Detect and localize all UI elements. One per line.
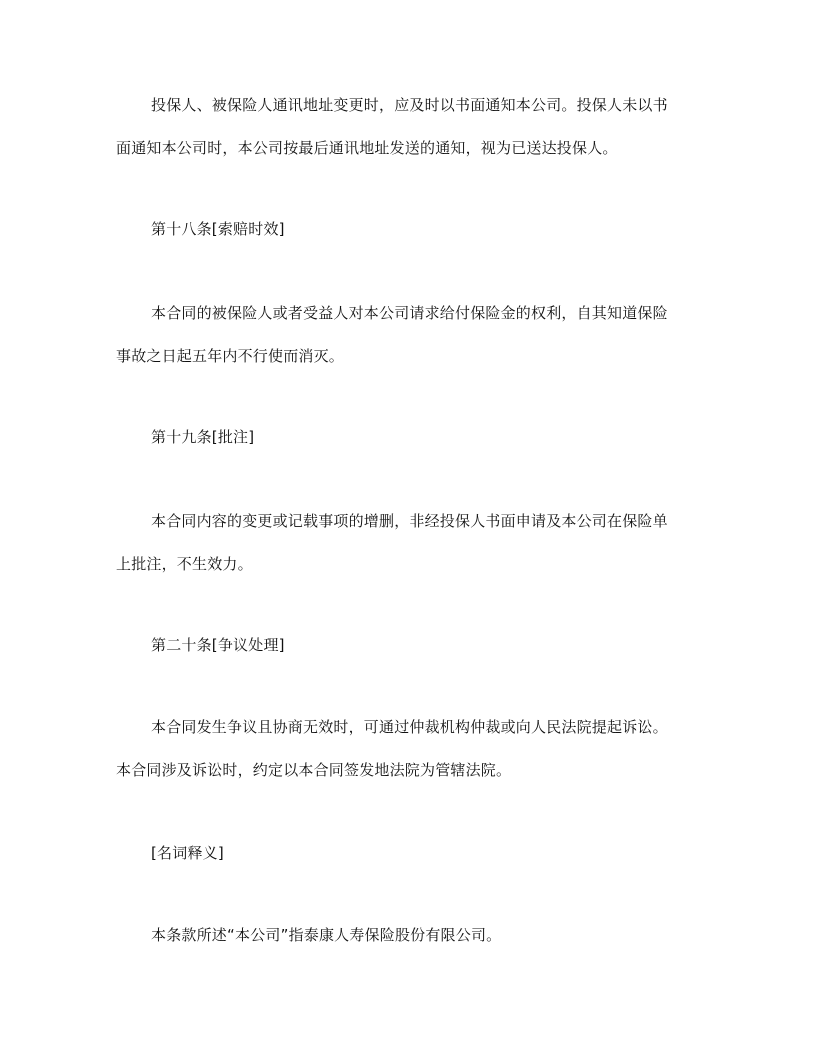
- article-heading: 第十九条[批注]: [151, 428, 255, 446]
- paragraph-claim-limitation: [116, 292, 700, 378]
- paragraph-line: 面通知本公司时，本公司按最后通讯地址发送的通知，视为已送达投保人。: [116, 139, 618, 157]
- paragraph-dispute: [116, 706, 700, 792]
- heading-article-20: [116, 624, 700, 667]
- paragraph-line: 上批注，不生效力。: [116, 555, 253, 573]
- paragraph-line: 本条款所述“本公司”指泰康人寿保险股份有限公司。: [151, 926, 502, 944]
- paragraph-line: 本合同内容的变更或记载事项的增删，非经投保人书面申请及本公司在保险单: [151, 512, 668, 530]
- heading-article-19: [116, 416, 700, 459]
- paragraph-line: 本合同涉及诉讼时，约定以本合同签发地法院为管辖法院。: [116, 761, 512, 779]
- article-heading: 第二十条[争议处理]: [151, 636, 285, 654]
- heading-article-18: [116, 208, 700, 251]
- paragraph-address-change: [116, 84, 700, 170]
- paragraph-line: 投保人、被保险人通讯地址变更时，应及时以书面通知本公司。投保人未以书: [151, 96, 668, 114]
- heading-definitions: [116, 832, 700, 875]
- paragraph-line: 本合同的被保险人或者受益人对本公司请求给付保险金的权利，自其知道保险: [151, 304, 668, 322]
- paragraph-line: 本合同发生争议且协商无效时，可通过仲裁机构仲裁或向人民法院提起诉讼。: [151, 718, 668, 736]
- paragraph-endorsement: [116, 500, 700, 586]
- section-heading: [名词释义]: [151, 844, 224, 862]
- article-heading: 第十八条[索赔时效]: [151, 220, 285, 238]
- paragraph-line: 事故之日起五年内不行使而消灭。: [116, 347, 345, 365]
- paragraph-definition: [116, 914, 700, 957]
